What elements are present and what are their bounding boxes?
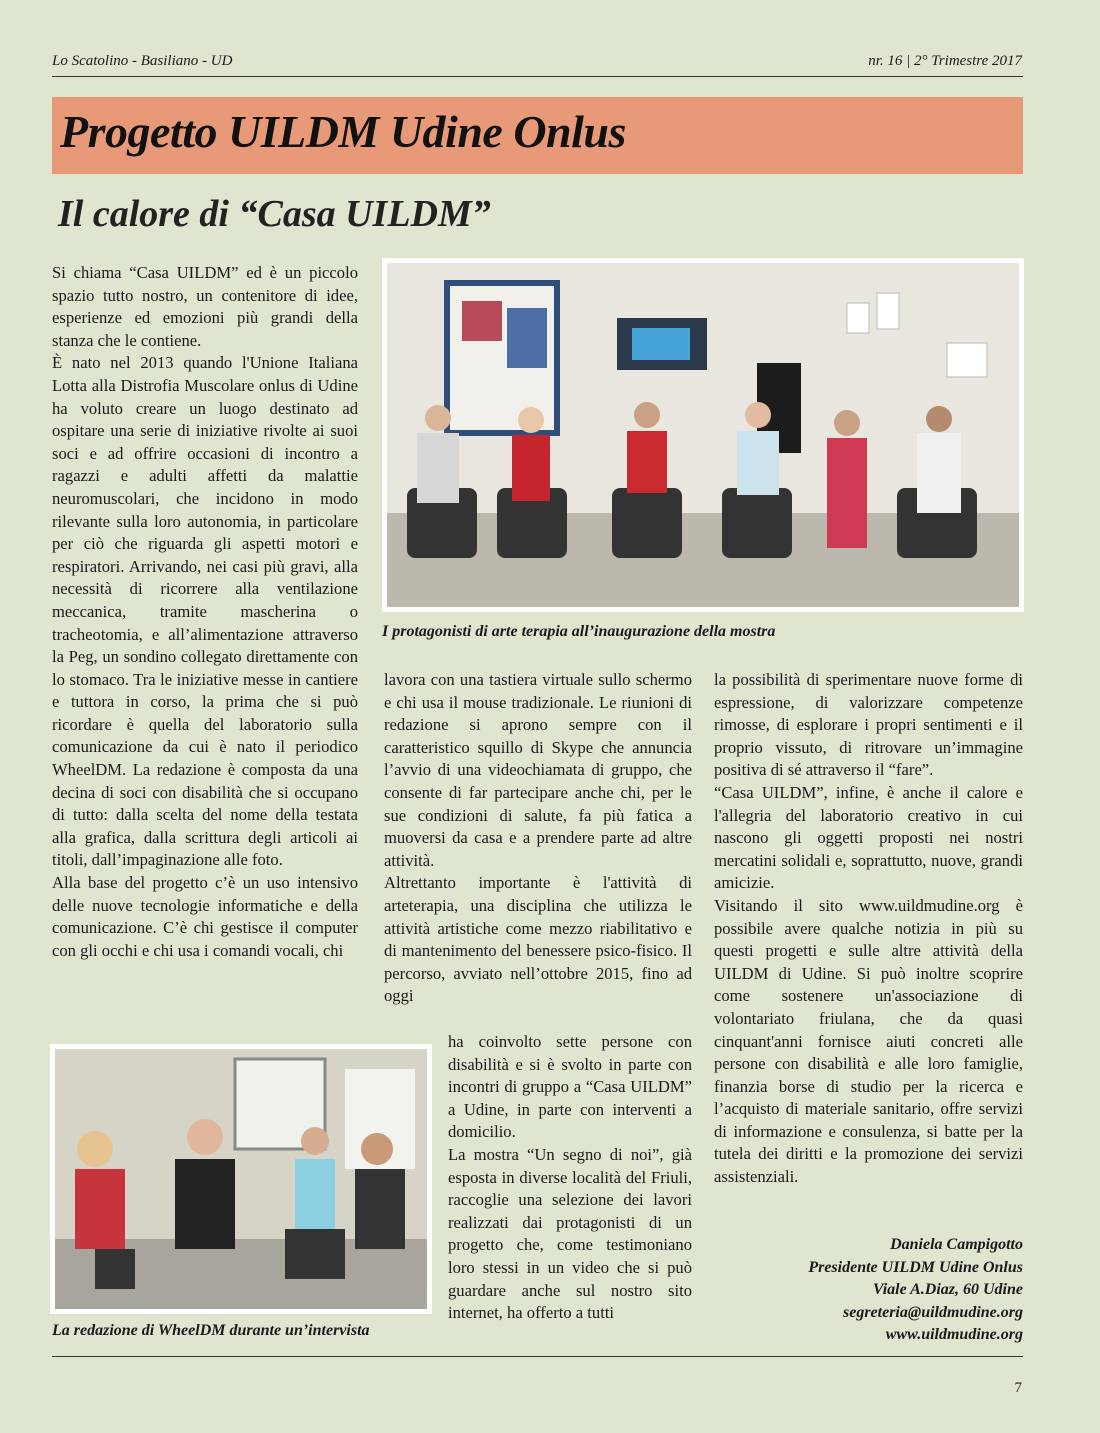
author-email[interactable]: segreteria@uildmudine.org <box>843 1303 1023 1321</box>
author-address: Viale A.Diaz, 60 Udine <box>872 1281 1023 1299</box>
magazine-name: Lo Scatolino - Basiliano - UD <box>52 53 233 69</box>
page-number: 7 <box>1014 1380 1022 1396</box>
paragraph: la possibilità di sperimentare nuove forme di espressione, di valorizzare competenze rimosse, di esplorare i propri sentimenti e il proprio vissuto, di ritrovare un’immagine positiva di sé attraverso il “fare”. <box>714 670 1023 780</box>
paragraph: “Casa UILDM”, infine, è anche il calore e l'allegria del laboratorio creativo in cui nascono gli oggetti proposti nei nostri mercatini solidali e, soprattutto, nuove, grandi amicizie. <box>714 782 1023 893</box>
photo-caption: I protagonisti di arte terapia all’inaugurazione della mostra <box>382 623 776 640</box>
photo-wheeldm-editorial <box>50 1044 432 1314</box>
paragraph: Altrettanto importante è l'attività di arteterapia, una disciplina che utilizza le attività artistiche come mezzo riabilitativo e di mantenimento del benessere psico-fisico. Il percorso, avviato nell’ottobre 2015, fino ad oggi <box>384 873 692 1006</box>
paragraph: Visitando il sito www.uildmudine.org è possibile avere qualche notizia in più su questi progetti e sulle altre attività della UILDM di Udine. Si può inoltre scoprire come sostenere un'associazione di volontariato friulana, che da quasi cinquant'anni fornisce aiuti concreti alle persone con disabilità e alle loro famiglie, finanzia borse di studio per la ricerca e l’acquisto di materiale sanitario, offre servizi di informazione e consulenza, si batte per la tutela dei diritti e la promozione dei servizi assistenziali. <box>714 895 1023 1187</box>
photo-art-therapy-image <box>387 263 1019 607</box>
article-column-3 <box>714 669 1023 1189</box>
footer-rule <box>52 1356 1023 1357</box>
article-column-2 <box>384 669 692 1008</box>
paragraph: Si chiama “Casa UILDM” ed è un piccolo spazio tutto nostro, un contenitore di idee, esperienze ed emozioni più grandi della stanza che le contiene. <box>52 263 358 350</box>
paragraph: ha coinvolto sette persone con disabilità e si è svolto in parte con incontri di gruppo a “Casa UILDM” a Udine, in parte con interventi a domicilio. <box>448 1032 692 1142</box>
paragraph: Alla base del progetto c’è un uso intensivo delle nuove tecnologie informatiche e della comunicazione. C’è chi gestisce il computer con gli occhi e chi usa i comandi vocali, chi <box>52 873 358 960</box>
author-website[interactable]: www.uildmudine.org <box>885 1326 1023 1344</box>
author-signature <box>714 1234 1023 1347</box>
author-role: Presidente UILDM Udine Onlus <box>808 1258 1023 1276</box>
header-rule <box>52 76 1023 77</box>
paragraph: È nato nel 2013 quando l'Unione Italiana Lotta alla Distrofia Muscolare onlus di Udine ha voluto creare un luogo destinato ad ospitare una serie di iniziative rivolte ai suoi soci e ad offrire occasioni di incontro a ragazzi e adulti affetti da malattie neuromuscolari, che incidono in modo rilevante sulla loro autonomia, in particolare per ciò che riguarda gli aspetti motori e respiratori. Arrivando, nei casi più gravi, alla necessità di ricorrere alla ventilazione meccanica, tramite mascherina o tracheotomia, e all’alimentazione attraverso la Peg, un sondino collegato direttamente con lo stomaco. Tra le iniziative messe in cantiere e tuttora in corso, la prima che si può ricordare è quella del laboratorio sulla comunicazione da cui è nato il periodico WheelDM. La redazione è composta da una decina di soci con disabilità che si occupano di tutto: dalla scelta del nome della testata alla grafica, dalla scrittura degli articoli ai titoli, dall’impaginazione alle foto. <box>52 353 358 870</box>
article-column-1 <box>52 262 358 962</box>
paragraph: La mostra “Un segno di noi”, già esposta in diverse località del Friuli, raccoglie una selezione dei lavori realizzati dai protagonisti di un progetto che, come testimoniano loro stessi in un video che si può guardare anche sul nostro sito internet, ha offerto a tutti <box>448 1144 692 1323</box>
section-banner <box>52 97 1023 174</box>
photo-wheeldm-editorial-image <box>55 1049 427 1309</box>
section-title: Progetto UILDM Udine Onlus <box>60 106 626 157</box>
photo-caption: La redazione di WheelDM durante un’intervista <box>52 1322 370 1339</box>
article-title: Il calore di “Casa UILDM” <box>58 193 491 235</box>
author-name: Daniela Campigotto <box>890 1236 1023 1253</box>
article-column-2-continued <box>448 1031 692 1325</box>
paragraph: lavora con una tastiera virtuale sullo schermo e chi usa il mouse tradizionale. Le riunioni di redazione si aprono sempre con il caratteristico squillo di Skype che annuncia l’avvio di una videochiamata di gruppo, che consente di far partecipare anche chi, per le sue condizioni di salute, fa più fatica a muoversi da casa e a prendere parte ad altre attività. <box>384 670 692 870</box>
issue-info: nr. 16 | 2° Trimestre 2017 <box>868 53 1022 69</box>
photo-art-therapy <box>382 258 1024 612</box>
